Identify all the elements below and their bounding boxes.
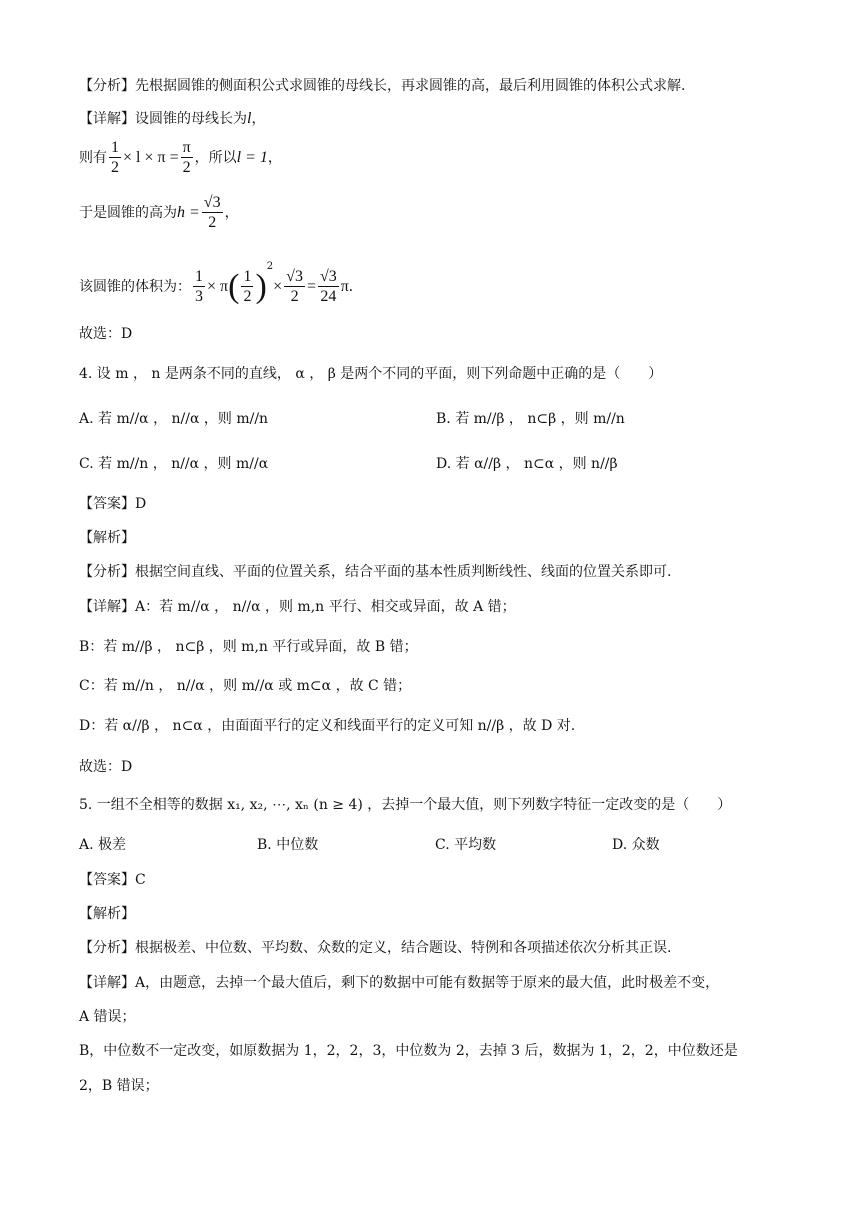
eq3-equals: = [306,278,316,295]
q4-option-b: B. 若 m//β ， n⊂β ，则 m//n [436,411,625,427]
q5-stem: 5. 一组不全相等的数据 x₁, x₂, ⋯, xₙ (n ≥ 4) ，去掉一个最大值，则下列数字特征一定改变的是（ ） [79,797,732,813]
eq1-end: ， [267,150,282,166]
q4-detail-a: 【详解】A：若 m//α ， n//α ，则 m,n 平行、相交或异面，故 A 错； [79,599,516,615]
fraction-root3-half: $\frac{√3}{2}$ [203,194,221,231]
choice-line: 故选：D [79,326,133,342]
q5-option-c: C. 平均数 [435,837,497,853]
q5-answer: 【答案】C [79,872,146,888]
q4-detail-c: C：若 m//n ， n//α ，则 m//α 或 m⊂α ，故 C 错； [79,678,412,694]
detail-prefix: 【详解】设圆锥的母线长为 [79,111,247,127]
eq1-result: l = 1 [236,149,268,166]
eq2-end: ， [224,205,239,221]
fraction-half: $\frac{1}{2}$ [111,139,119,176]
fraction-half-2: $\frac{1}{2}$ [243,268,252,305]
left-paren: ( [228,268,240,305]
fraction-root3-half-2: $\frac{√3}{2}$ [286,268,303,305]
detail-line [79,111,265,127]
q5-analysis: 【分析】根据极差、中位数、平均数、众数的定义，结合题设、特例和各项描述依次分析其正误. [79,940,672,956]
q4-analysis: 【分析】根据空间直线、平面的位置关系，结合平面的基本性质判断线性、线面的位置关系即可. [79,564,672,580]
eq3-times-pi: × π [207,278,229,295]
q5-detail-a1: 【详解】A，由题意，去掉一个最大值后，剩下的数据中可能有数据等于原来的最大值，此时极差不变， [79,975,720,991]
q4-option-d: D. 若 α//β ， n⊂α ，则 n//β [436,456,618,472]
q5-option-b: B. 中位数 [257,837,319,853]
fraction-root3-24: $\frac{√3}{24}$ [319,268,337,305]
q5-detail-a2: A 错误； [79,1009,136,1025]
q5-option-a: A. 极差 [79,837,127,853]
eq3-times: × [273,278,283,295]
analysis-line: 【分析】先根据圆锥的侧面积公式求圆锥的母线长，再求圆锥的高，最后利用圆锥的体积公式求解. [79,78,686,94]
q4-stem: 4. 设 m ， n 是两条不同的直线， α ， β 是两个不同的平面，则下列命题中正确的是（ ） [79,366,663,382]
q4-detail-d: D：若 α//β ， n⊂α ，由面面平行的定义和线面平行的定义可知 n//β ，故 D 对. [79,718,576,734]
q4-choice: 故选：D [79,759,133,775]
q4-option-a: A. 若 m//α ， n//α ，则 m//n [79,411,269,427]
right-paren: ) [255,268,267,305]
fraction-pi-half: $\frac{\pi}{2}$ [182,139,191,176]
eq3-end: π. [340,278,353,295]
q5-detail-b1: B，中位数不一定改变，如原数据为 1，2，2，3，中位数为 2，去掉 3 后，数据为 1，2，2，中位数还是 [79,1043,738,1059]
equation-height [79,195,239,231]
eq1-mid: × l × π = [123,149,179,166]
eq2-lhs: h = [177,204,200,221]
fraction-third: $\frac{1}{3}$ [195,268,203,305]
eq1-prefix: 则有 [79,150,107,166]
exponent: 2 [266,261,274,272]
q4-answer: 【答案】D [79,496,147,512]
eq2-prefix: 于是圆锥的高为 [79,205,177,221]
detail-var: l [247,110,252,127]
eq1-then: ，所以 [194,150,237,166]
q5-detail-b2: 2，B 错误； [79,1078,159,1094]
equation-slant-height [79,140,282,176]
q4-jiexi: 【解析】 [79,530,135,546]
q4-option-c: C. 若 m//n ， n//α ，则 m//α [79,456,269,472]
detail-suffix: ， [251,111,266,127]
eq3-prefix: 该圆锥的体积为： [79,279,191,295]
q4-detail-b: B：若 m//β ， n⊂β ，则 m,n 平行或异面，故 B 错； [79,639,418,655]
equation-volume [79,262,353,305]
q5-option-d: D. 众数 [612,837,660,853]
q5-jiexi: 【解析】 [79,906,135,922]
